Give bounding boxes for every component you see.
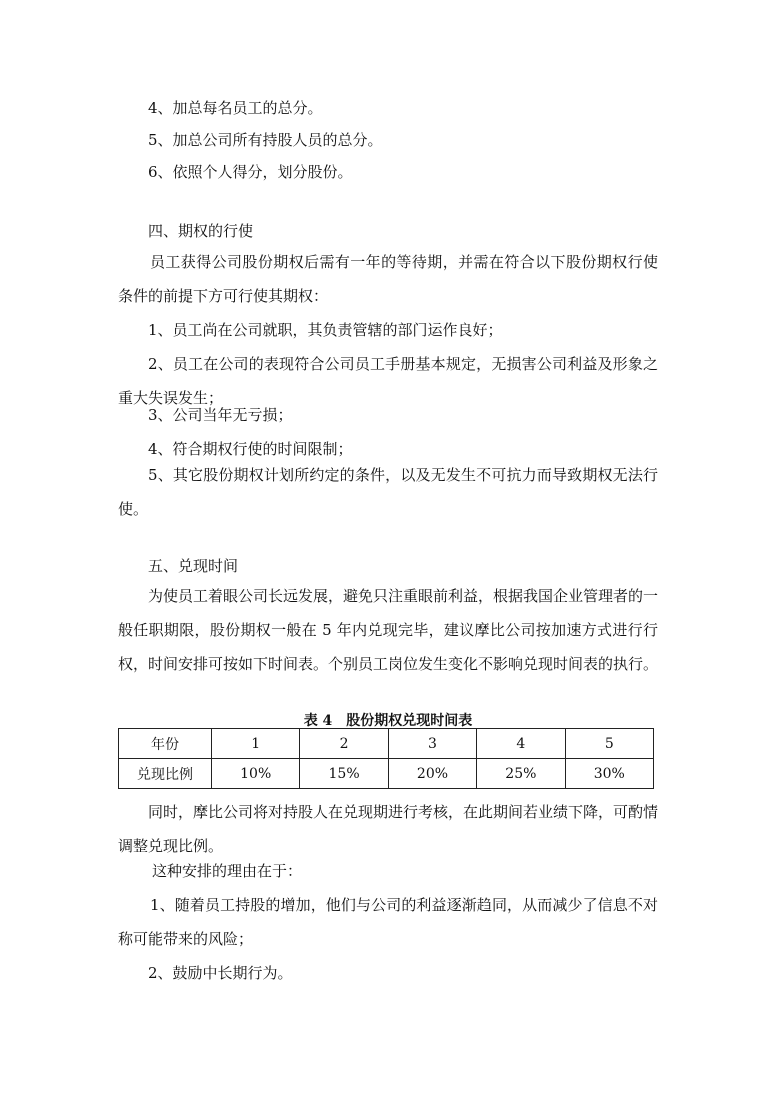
table-cell: 1 [212, 729, 300, 759]
table-cell: 2 [300, 729, 388, 759]
list-item: 5、加总公司所有持股人员的总分。 [148, 131, 383, 149]
table-row [119, 759, 654, 789]
list-item: 1、员工尚在公司就职，其负责管辖的部门运作良好； [148, 321, 503, 339]
paragraph: 为使员工着眼公司长远发展，避免只注重眼前利益，根据我国企业管理者的一般任职期限，股份期权一般在 5 年内兑现完毕，建议摩比公司按加速方式进行行权，时间安排可按如下时间表。个别员工岗位发生变化不影响兑现时间表的执行。 [118, 587, 659, 673]
paragraph: 同时，摩比公司将对持股人在兑现期进行考核，在此期间若业绩下降，可酌情调整兑现比例。 [118, 803, 659, 855]
table-cell: 4 [477, 729, 565, 759]
table-caption: 表 4 股份期权兑现时间表 [303, 713, 473, 729]
table-cell: 30% [565, 759, 653, 789]
table-cell: 20% [388, 759, 476, 789]
list-item: 5、其它股份期权计划所约定的条件，以及无发生不可抗力而导致期权无法行使。 [118, 466, 658, 518]
table-cell: 3 [388, 729, 476, 759]
list-item: 4、符合期权行使的时间限制； [148, 440, 353, 458]
list-item: 1、随着员工持股的增加，他们与公司的利益逐渐趋同，从而减少了信息不对称可能带来的风险； [118, 896, 658, 948]
row-header: 年份 [119, 729, 212, 759]
section-heading: 四、期权的行使 [148, 222, 254, 240]
list-item: 2、员工在公司的表现符合公司员工手册基本规定，无损害公司利益及形象之重大失误发生； [118, 355, 658, 407]
list-item: 3、公司当年无亏损； [148, 406, 293, 424]
table-cell: 25% [477, 759, 565, 789]
section-heading: 五、兑现时间 [148, 557, 239, 575]
row-header: 兑现比例 [119, 759, 212, 789]
table-cell: 5 [565, 729, 653, 759]
paragraph: 这种安排的理由在于： [152, 862, 303, 880]
list-item: 4、加总每名员工的总分。 [148, 99, 323, 117]
list-item: 2、鼓励中长期行为。 [148, 964, 293, 982]
table-cell: 10% [212, 759, 300, 789]
table-row [119, 729, 654, 759]
table-cell: 15% [300, 759, 388, 789]
paragraph: 员工获得公司股份期权后需有一年的等待期，并需在符合以下股份期权行使条件的前提下方可行使其期权： [118, 253, 658, 305]
vesting-table [118, 728, 654, 789]
list-item: 6、依照个人得分，划分股份。 [148, 163, 353, 181]
